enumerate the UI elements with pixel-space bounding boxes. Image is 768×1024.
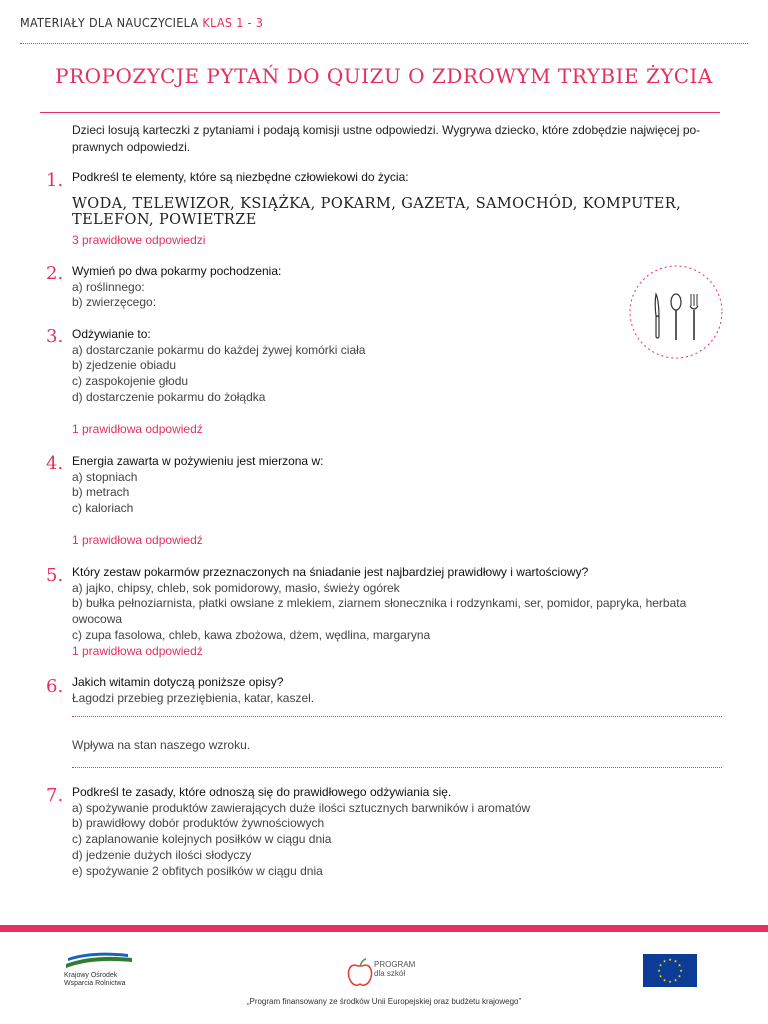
- option: c) kaloriach: [72, 501, 134, 516]
- question-number: 4.: [46, 453, 64, 474]
- svg-text:★: ★: [658, 973, 663, 979]
- footer-bar: [0, 925, 768, 932]
- question-number: 5.: [46, 565, 64, 586]
- answer-hint: 3 prawidłowe odpowiedzi: [72, 233, 206, 247]
- svg-text:★: ★: [658, 962, 663, 968]
- svg-text:★: ★: [677, 973, 682, 979]
- option: a) jajko, chipsy, chleb, sok pomidorowy, masło, świeży ogórek: [72, 580, 400, 595]
- svg-text:★: ★: [677, 962, 682, 968]
- option: c) zaspokojenie głodu: [72, 374, 189, 389]
- intro-text: Dzieci losują karteczki z pytaniami i podają komisji ustne odpowiedzi. Wygrywa dziecko, które zdobędzie najwięcej po-prawnych odpowiedzi.: [72, 123, 701, 154]
- question-prompt: Który zestaw pokarmów przeznaczonych na śniadanie jest najbardziej prawidłowy i wartościowy?: [72, 565, 589, 579]
- answer-hint: 1 prawidłowa odpowiedź: [72, 644, 203, 658]
- question-7: [72, 785, 732, 879]
- option: b) metrach: [72, 485, 130, 500]
- question-4: [72, 454, 732, 517]
- question-prompt: Jakich witamin dotyczą poniższe opisy?: [72, 675, 284, 689]
- svg-text:★: ★: [679, 968, 683, 973]
- option: b) prawidłowy dobór produktów żywnościowych: [72, 816, 325, 831]
- program-line: dla szkół: [374, 969, 406, 978]
- option: a) roślinnego:: [72, 279, 145, 294]
- option: d) dostarczenie pokarmu do żołądka: [72, 389, 266, 404]
- answer-line: [72, 716, 722, 717]
- kowr-logo-text: [64, 972, 125, 988]
- answer-line: [72, 767, 722, 768]
- question-prompt: Odżywianie to:: [72, 327, 151, 341]
- question-prompt: Podkreśl te zasady, które odnoszą się do prawidłowego odżywiania się.: [72, 785, 452, 799]
- option: d) jedzenie dużych ilości słodyczy: [72, 847, 252, 862]
- question-number: 7.: [46, 785, 64, 806]
- header-label: MATERIAŁY DLA NAUCZYCIELA: [20, 15, 199, 30]
- answer-hint: 1 prawidłowa odpowiedź: [72, 422, 203, 436]
- svg-text:★: ★: [662, 958, 667, 964]
- option: a) stopniach: [72, 469, 138, 484]
- page-title: PROPOZYCJE PYTAŃ DO QUIZU O ZDROWYM TRYBIE ŻYCIA: [55, 64, 713, 88]
- option: a) spożywanie produktów zawierających duże ilości sztucznych barwników i aromatów: [72, 800, 531, 815]
- option: b) zjedzenie obiadu: [72, 358, 177, 373]
- title-divider: [40, 112, 720, 113]
- cutlery-icon: [628, 264, 724, 360]
- funding-note: „Program finansowany ze środków Unii Europejskiej oraz budżetu krajowego”: [246, 997, 522, 1006]
- question-number: 3.: [46, 326, 64, 347]
- question-5: [72, 565, 732, 644]
- option: a) dostarczanie pokarmu do każdej żywej komórki ciała: [72, 342, 366, 357]
- svg-text:★: ★: [668, 957, 672, 962]
- question-prompt: Podkreśl te elementy, które są niezbędne człowiekowi do życia:: [72, 170, 409, 184]
- question-prompt: Energia zawarta w pożywieniu jest mierzona w:: [72, 454, 324, 468]
- option: b) zwierzęcego:: [72, 295, 157, 310]
- svg-text:★: ★: [673, 958, 678, 964]
- program-logo-text: [374, 960, 415, 978]
- svg-text:★: ★: [668, 979, 672, 984]
- svg-text:★: ★: [657, 968, 661, 973]
- kowr-line: Wsparcia Rolnictwa: [64, 980, 126, 987]
- page-header: [20, 15, 263, 30]
- option: c) zaplanowanie kolejnych posiłków w ciągu dnia: [72, 832, 332, 847]
- question-prompt: Wymień po dwa pokarmy pochodzenia:: [72, 264, 282, 278]
- question-1: [72, 170, 732, 186]
- elements-list: WODA, TELEWIZOR, KSIĄŻKA, POKARM, GAZETA, SAMOCHÓD, KOMPUTER, TELEFON, POWIETRZE: [72, 196, 682, 228]
- question-number: 6.: [46, 676, 64, 697]
- header-divider: [20, 43, 748, 44]
- header-accent: KLAS 1 - 3: [202, 15, 264, 30]
- question-number: 2.: [46, 263, 64, 284]
- svg-text:★: ★: [673, 977, 678, 983]
- question-number: 1.: [46, 170, 64, 191]
- option: e) spożywanie 2 obfitych posiłków w ciągu dnia: [72, 863, 323, 878]
- option: c) zupa fasolowa, chleb, kawa zbożowa, dżem, wędlina, margaryna: [72, 627, 431, 642]
- svg-text:★: ★: [662, 977, 667, 983]
- kowr-line: Krajowy Ośrodek: [64, 972, 118, 979]
- program-line: PROGRAM: [374, 960, 416, 969]
- answer-hint: 1 prawidłowa odpowiedź: [72, 533, 203, 547]
- question-line: Łagodzi przebieg przeziębienia, katar, kaszel.: [72, 690, 315, 705]
- option: b) bułka pełnoziarnista, płatki owsiane z mlekiem, ziarnem słonecznika i rodzynkami, ser, pomidor, papryka, herbata owocowa: [72, 596, 687, 627]
- question-line: Wpływa na stan naszego wzroku.: [72, 738, 251, 752]
- question-6: [72, 675, 732, 706]
- eu-flag-icon: [643, 954, 697, 987]
